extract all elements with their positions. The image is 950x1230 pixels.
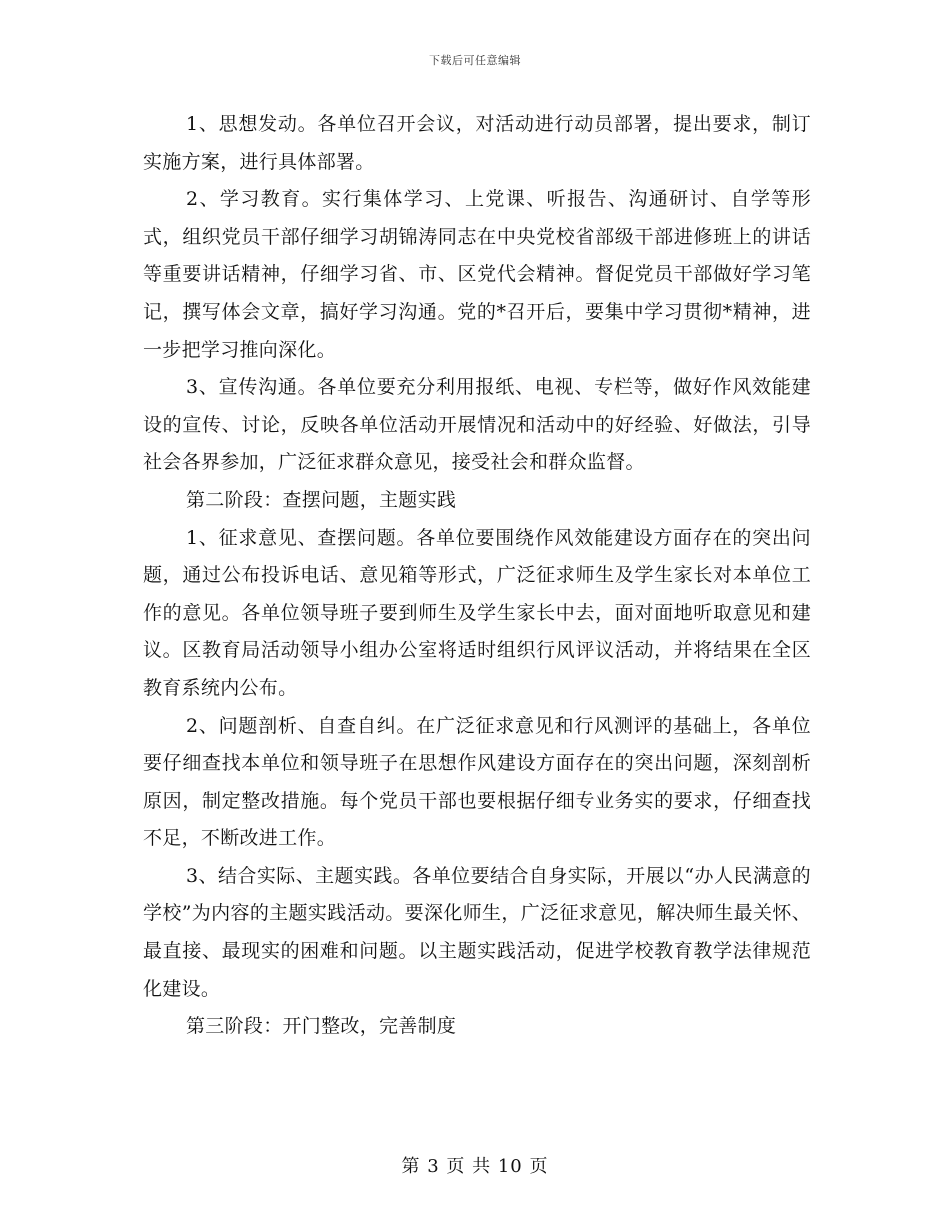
document-body [143, 106, 811, 1046]
paragraph-5: 2、问题剖析、自查自纠。在广泛征求意见和行风测评的基础上，各单位要仔细查找本单位和领导班子在思想作风建设方面存在的突出问题，深刻剖析原因，制定整改措施。每个党员干部也要根据仔细专业务实的要求，仔细查找不足，不断改进工作。 [143, 714, 811, 850]
paragraph-6: 3、结合实际、主题实践。各单位要结合自身实际，开展以“办人民满意的学校”为内容的主题实践活动。要深化师生，广泛征求意见，解决师生最关怀、最直接、最现实的困难和问题。以主题实践活动，促进学校教育教学法律规范化建设。 [143, 864, 811, 1000]
section-heading-stage-2: 第二阶段：查摆问题，主题实践 [186, 488, 457, 511]
paragraph-4: 1、征求意见、查摆问题。各单位要围绕作风效能建设方面存在的突出问题，通过公布投诉电话、意见箱等形式，广泛征求师生及学生家长对本单位工作的意见。各单位领导班子要到师生及学生家长中去，面对面地听取意见和建议。区教育局活动领导小组办公室将适时组织行风评议活动，并将结果在全区教育系统内公布。 [143, 526, 811, 699]
page-header: 下载后可任意编辑 [429, 54, 521, 67]
paragraph-3: 3、宣传沟通。各单位要充分利用报纸、电视、专栏等，做好作风效能建设的宣传、讨论，反映各单位活动开展情况和活动中的好经验、好做法，引导社会各界参加，广泛征求群众意见，接受社会和群众监督。 [143, 376, 811, 474]
paragraph-2: 2、学习教育。实行集体学习、上党课、听报告、沟通研讨、自学等形式，组织党员干部仔细学习胡锦涛同志在中央党校省部级干部进修班上的讲话等重要讲话精神，仔细学习省、市、区党代会精神。督促党员干部做好学习笔记，撰写体会文章，搞好学习沟通。党的*召开后，要集中学习贯彻*精神，进一步把学习推向深化。 [143, 188, 811, 361]
page-footer: 第 3 页 共 10 页 [401, 1156, 549, 1177]
paragraph-1: 1、思想发动。各单位召开会议，对活动进行动员部署，提出要求，制订实施方案，进行具体部署。 [143, 113, 811, 173]
section-heading-stage-3: 第三阶段：开门整改，完善制度 [186, 1015, 457, 1038]
